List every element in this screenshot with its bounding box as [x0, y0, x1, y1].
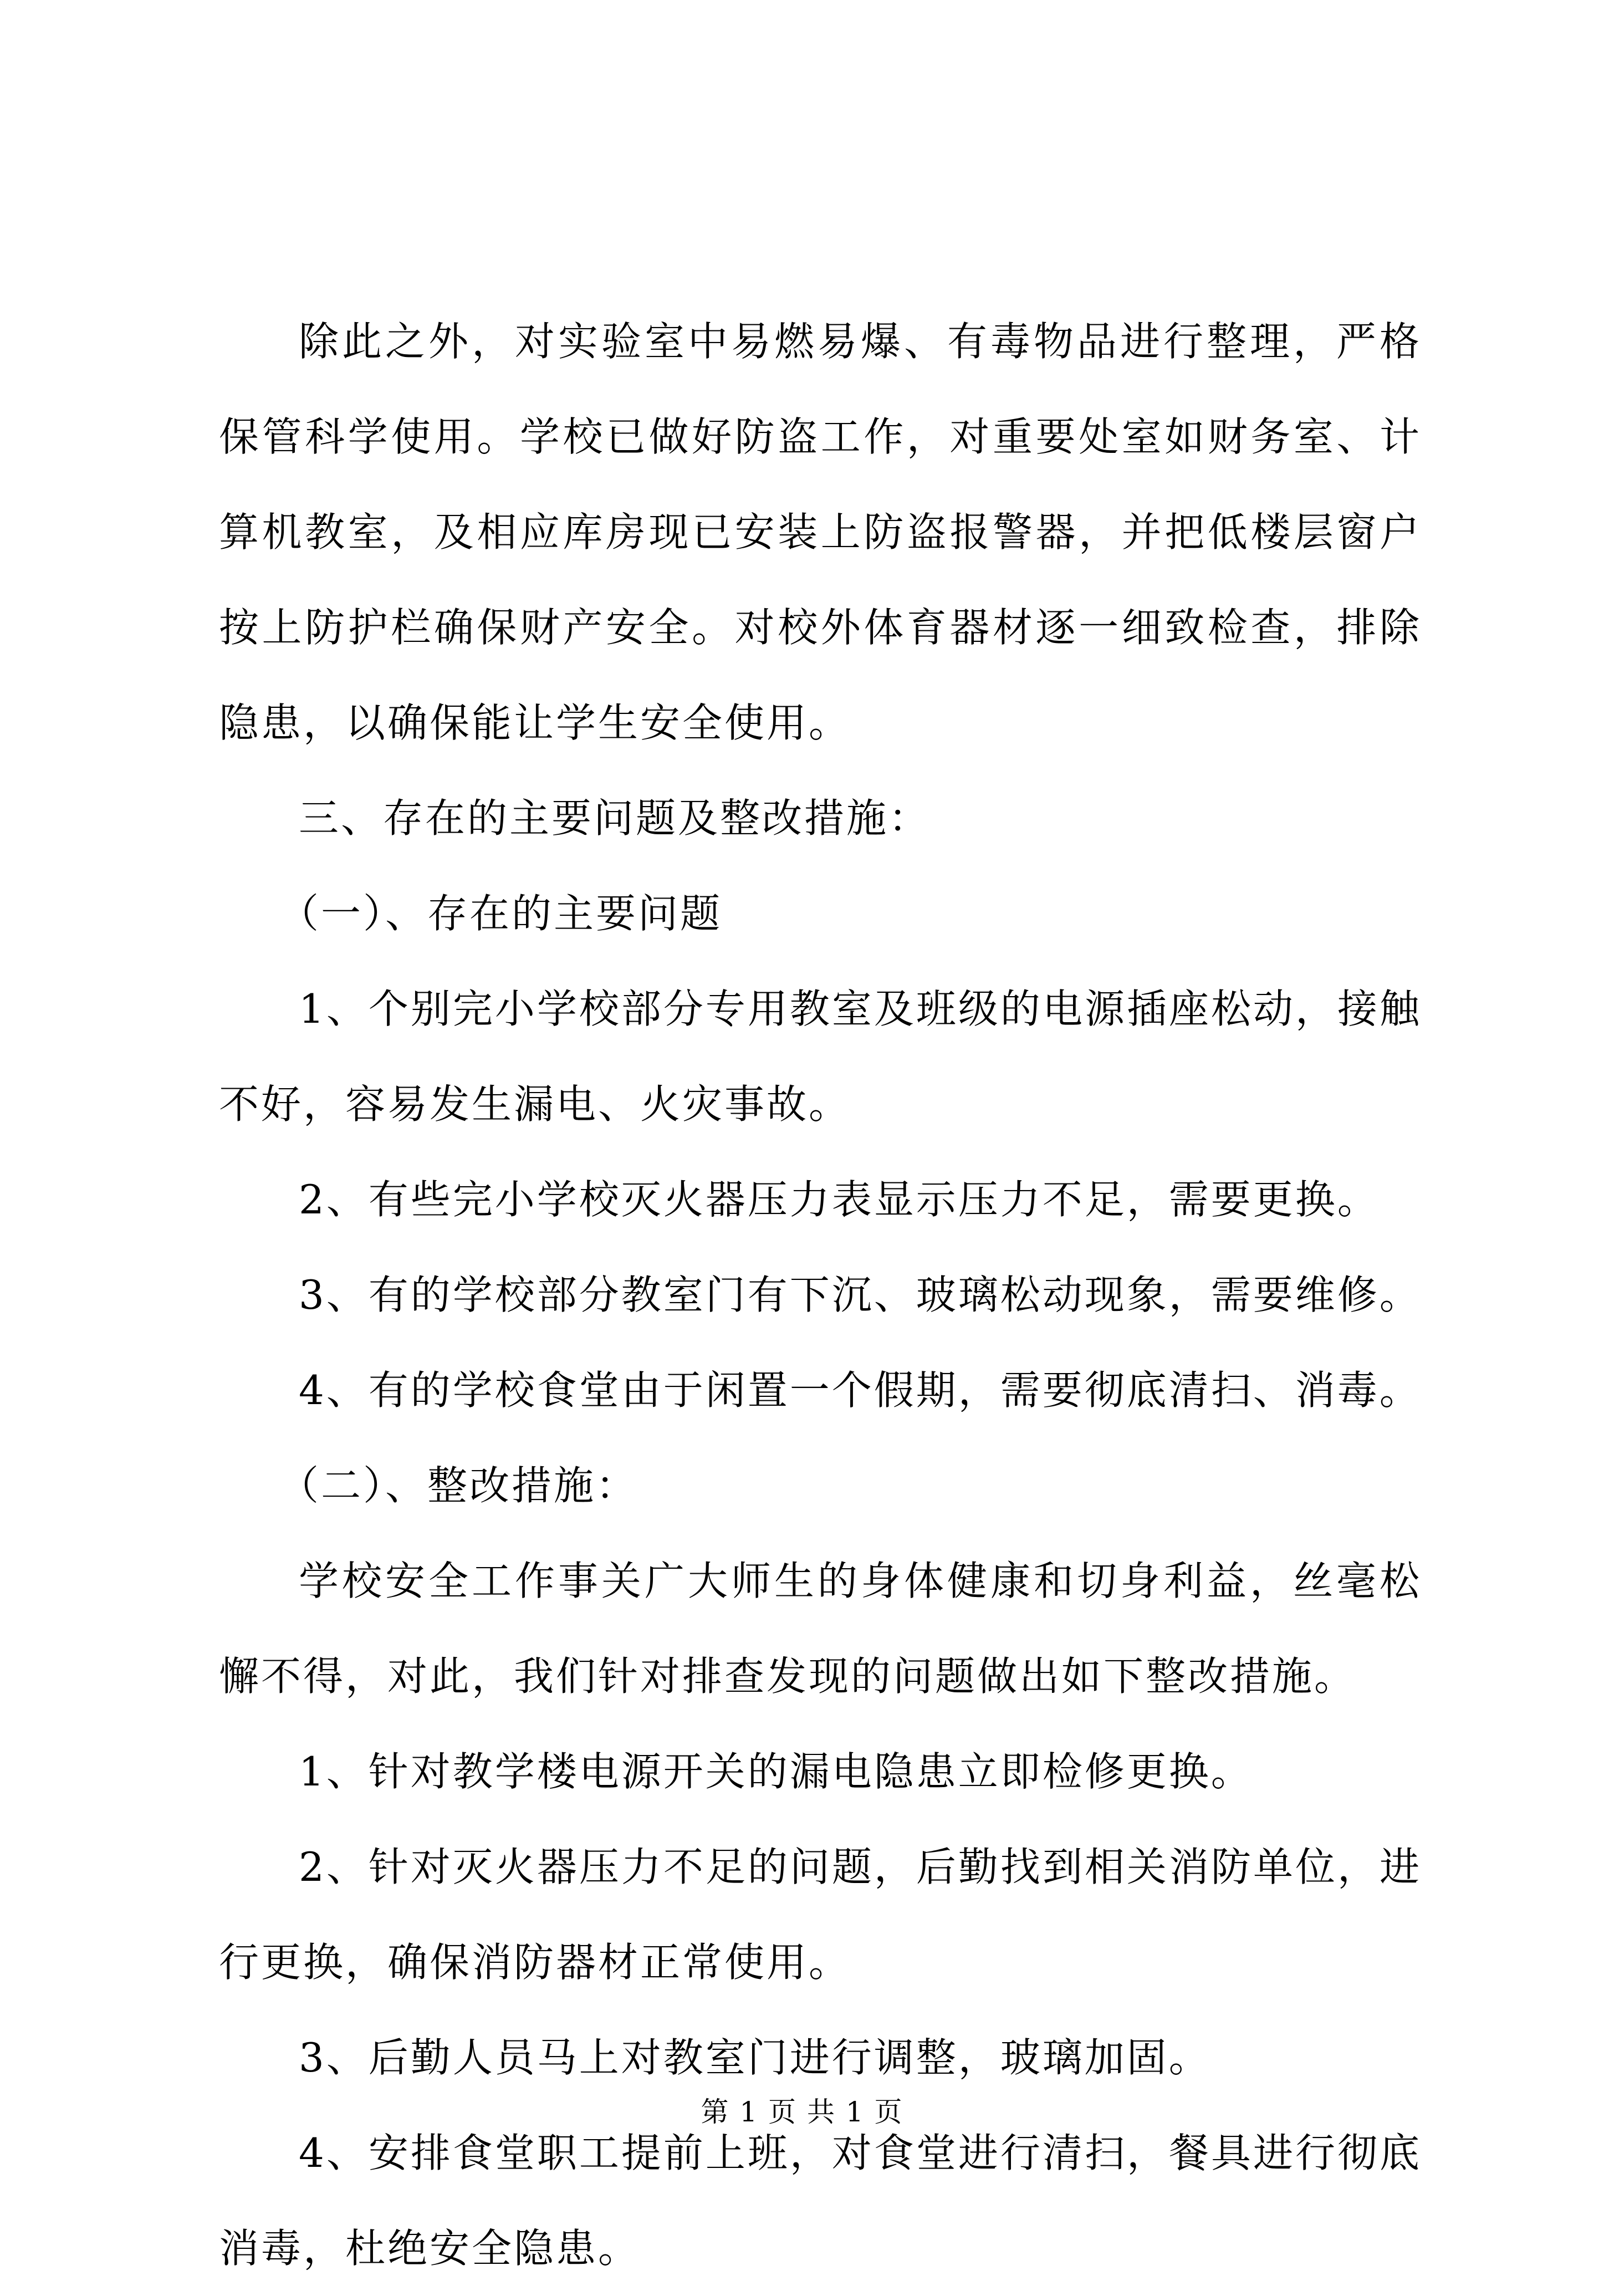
subheading-main-problems: （一）、存在的主要问题 [279, 890, 723, 937]
subheading-rectification-measures: （二）、整改措施： [279, 1462, 638, 1509]
problem-item-1: 1、个别完小学校部分专用教室及班级的电源插座松动，接触不好，容易发生漏电、火灾事故。 [219, 986, 1422, 1127]
measure-item-3: 3、后勤人员马上对教室门进行调整，玻璃加固。 [299, 2034, 1211, 2081]
page-number-footer: 第 1 页 共 1 页 [701, 2096, 903, 2128]
measure-item-2: 2、针对灭火器压力不足的问题，后勤找到相关消防单位，进行更换，确保消防器材正常使用。 [219, 1844, 1422, 1986]
paragraph-measures-intro: 学校安全工作事关广大师生的身体健康和切身利益，丝毫松懈不得，对此，我们针对排查发现的问题做出如下整改措施。 [219, 1558, 1422, 1700]
problem-item-2: 2、有些完小学校灭火器压力表显示压力不足，需要更换。 [299, 1176, 1380, 1223]
document-body [219, 294, 1422, 2296]
section-heading-problems-and-measures: 三、存在的主要问题及整改措施： [299, 795, 931, 841]
measure-item-4: 4、安排食堂职工提前上班，对食堂进行清扫，餐具进行彻底消毒，杜绝安全隐患。 [219, 2130, 1422, 2272]
problem-item-4: 4、有的学校食堂由于闲置一个假期，需要彻底清扫、消毒。 [299, 1367, 1422, 1414]
problem-item-3: 3、有的学校部分教室门有下沉、玻璃松动现象，需要维修。 [299, 1272, 1422, 1318]
measure-item-1: 1、针对教学楼电源开关的漏电隐患立即检修更换。 [299, 1748, 1253, 1795]
paragraph-lab-and-security: 除此之外，对实验室中易燃易爆、有毒物品进行整理，严格保管科学使用。学校已做好防盗工作，对重要处室如财务室、计算机教室，及相应库房现已安装上防盗报警器，并把低楼层窗户按上防护栏确保财产安全。对校外体育器材逐一细致检查，排除隐患，以确保能让学生安全使用。 [219, 318, 1422, 746]
